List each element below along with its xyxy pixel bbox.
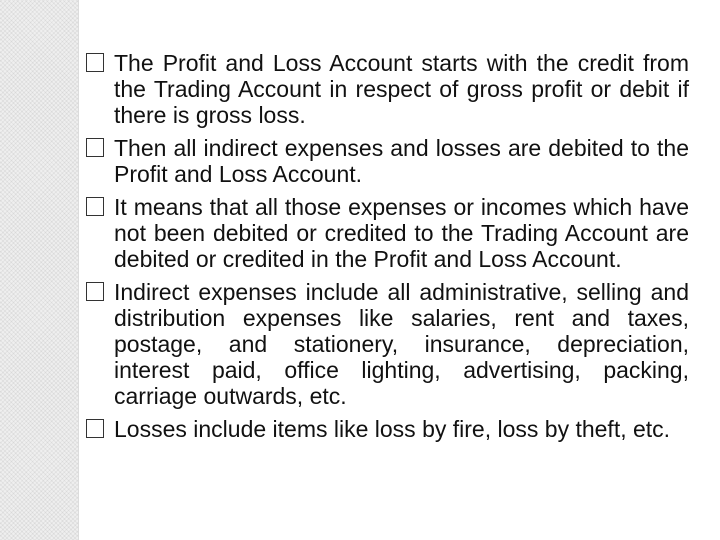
decorative-side-band <box>0 0 78 540</box>
bullet-item <box>86 194 689 272</box>
square-bullet-icon <box>86 419 104 438</box>
bullet-item <box>86 279 689 409</box>
square-bullet-icon <box>86 197 104 216</box>
bullet-text: The Profit and Loss Account starts with the credit from the Trading Account in respect of gross profit or debit if there is gross loss. <box>114 50 689 128</box>
square-bullet-icon <box>86 282 104 301</box>
bullet-text: Then all indirect expenses and losses are debited to the Profit and Loss Account. <box>114 135 689 187</box>
square-bullet-icon <box>86 53 104 72</box>
square-bullet-icon <box>86 138 104 157</box>
bullet-text: Losses include items like loss by fire, loss by theft, etc. <box>114 416 671 442</box>
bullet-text: It means that all those expenses or incomes which have not been debited or credited to the Trading Account are debited or credited in the Profit and Loss Account. <box>114 194 689 272</box>
bullet-item <box>86 135 689 187</box>
bullet-list <box>86 50 689 449</box>
bullet-item <box>86 416 689 442</box>
bullet-text: Indirect expenses include all administrative, selling and distribution expenses like salaries, rent and taxes, postage, and stationery, insurance, depreciation, interest paid, office lighting, advertising, packing, carriage outwards, etc. <box>114 279 689 409</box>
bullet-item <box>86 50 689 128</box>
